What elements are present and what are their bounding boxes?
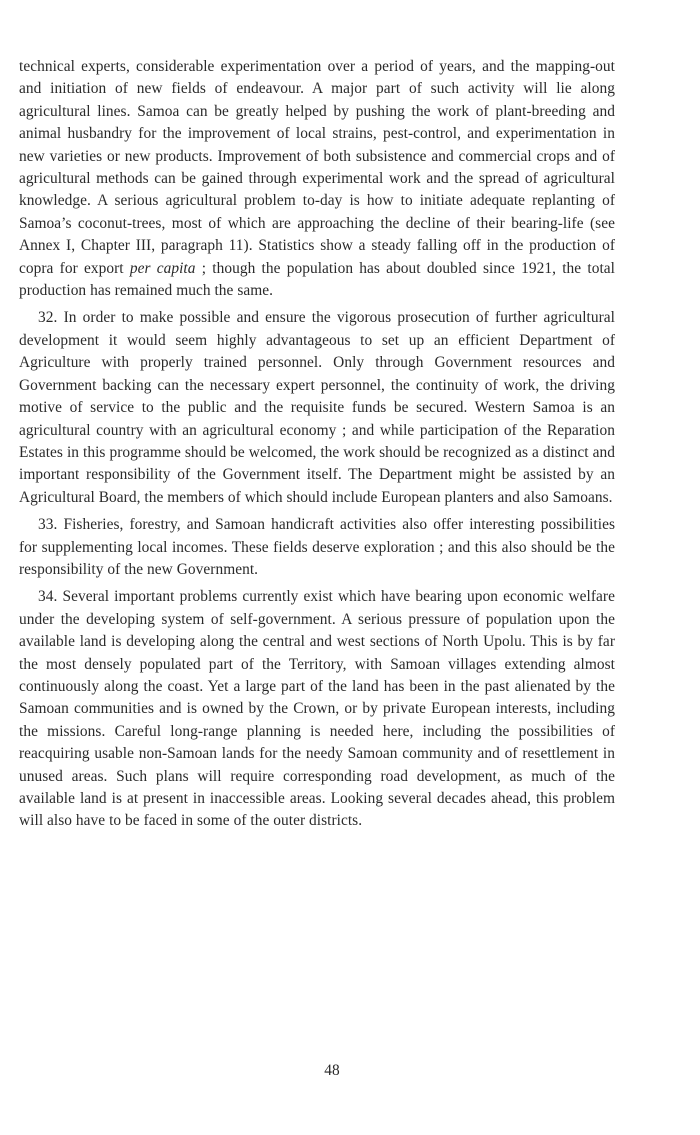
- paragraph-number: 32.: [38, 309, 58, 327]
- paragraph-34: [19, 586, 615, 832]
- paragraph-text-end: ; though the population has about doubled since 1921, the total production has remained much the same.: [19, 259, 615, 300]
- page-number: 48: [324, 1062, 340, 1079]
- paragraph-33: [19, 514, 615, 581]
- paragraph-text: In order to make possible and ensure the vigorous prosecution of further agricultural development it would seem highly advantageous to set up an efficient Department of Agriculture with properly trained personnel. Only through Government resources and Government backing can the necessary expert personnel, the continuity of work, the driving motive of service to the public and the requisite funds be secured. Western Samoa is an agricultural country with an agricultural economy ; and while participation of the Reparation Estates in this programme should be welcomed, the work should be recognized as a distinct and important responsibility of the Government itself. The Department might be assisted by an Agricultural Board, the members of which should include European planters and also Samoans.: [19, 309, 615, 506]
- paragraph-text: technical experts, considerable experimentation over a period of years, and the mapping-out and initiation of new fields of endeavour. A major part of such activity will lie along agricultural lines. Samoa can be greatly helped by pushing the work of plant-breeding and animal husbandry for the improvement of local strains, pest-control, and experimentation in new varieties or new products. Improvement of both subsistence and commercial crops and of agricultural methods can be gained through experimental work and the spread of agricultural knowledge. A serious agricultural problem to-day is how to initiate adequate replanting of Samoa’s coconut-trees, most of which are approaching the decline of their bearing-life (see Annex I, Chapter III, paragraph 11). Statistics show a steady falling off in the production of copra for export: [19, 58, 615, 277]
- italic-phrase: per capita: [129, 259, 196, 277]
- document-page: [19, 56, 615, 838]
- paragraph-number: 33.: [38, 516, 58, 534]
- paragraph-31-continued: [19, 56, 615, 302]
- paragraph-number: 34.: [38, 588, 58, 606]
- paragraph-text: Fisheries, forestry, and Samoan handicraft activities also offer interesting possibilities for supplementing local incomes. These fields deserve exploration ; and this also should be the responsibility of the new Government.: [19, 516, 615, 578]
- paragraph-32: [19, 307, 615, 509]
- paragraph-text: Several important problems currently exist which have bearing upon economic welfare under the developing system of self-government. A serious pressure of population upon the available land is developing along the central and west sections of North Upolu. This is by far the most densely populated part of the Territory, with Samoan villages extending almost continuously along the coast. Yet a large part of the land has been in the past alienated by the Samoan communities and is owned by the Crown, or by private European interests, including the missions. Careful long-range planning is needed here, including the possibilities of reacquiring usable non-Samoan lands for the needy Samoan community and of resettlement in unused areas. Such plans will require corresponding road development, as much of the available land is at present in inaccessible areas. Looking several decades ahead, this problem will also have to be faced in some of the outer districts.: [19, 588, 615, 830]
